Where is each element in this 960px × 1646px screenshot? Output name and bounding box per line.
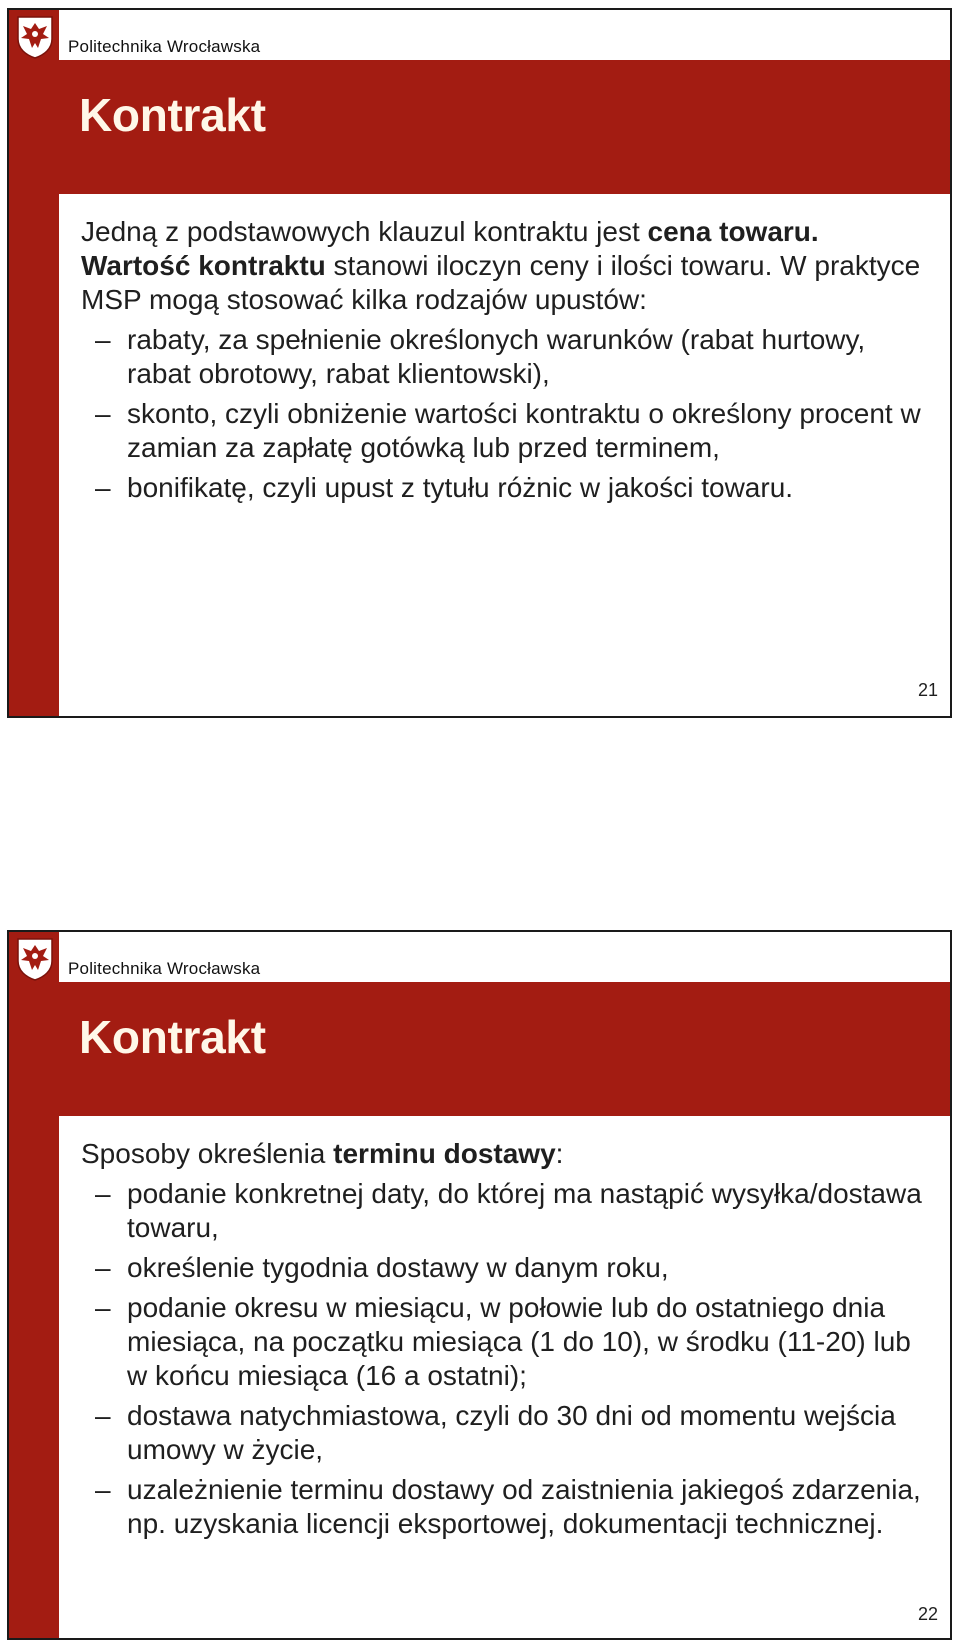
list-item — [81, 397, 930, 465]
dash-bullet-icon: – — [95, 398, 111, 429]
slide-2 — [7, 930, 952, 1640]
list-item — [81, 471, 930, 505]
list-item-text: skonto, czyli obniżenie wartości kontraktu o określony procent w zamian za zapłatę gotówką lub przed terminem, — [127, 398, 921, 463]
logo — [9, 932, 59, 984]
dash-bullet-icon: – — [95, 1400, 111, 1431]
list-item-text: bonifikatę, czyli upust z tytułu różnic w jakości towaru. — [127, 472, 794, 503]
list-item — [81, 1473, 930, 1541]
slide-title: Kontrakt — [79, 1011, 266, 1063]
list-item-text: podanie okresu w miesiącu, w połowie lub do ostatniego dnia miesiąca, na początku miesiąca (1 do 10), w środku (11-20) lub w końcu miesiąca (16 a ostatni); — [127, 1292, 911, 1391]
side-bar — [9, 932, 59, 1638]
intro-text-run: Sposoby określenia — [81, 1138, 334, 1169]
page-number: 22 — [917, 1604, 938, 1624]
bullet-list — [81, 1177, 930, 1541]
slide-1 — [7, 8, 952, 718]
eagle-crest-logo-icon — [16, 15, 54, 59]
side-bar — [9, 10, 59, 716]
dash-bullet-icon: – — [95, 324, 111, 355]
dash-bullet-icon: – — [95, 1178, 111, 1209]
intro-text-run: cena towaru. — [647, 216, 819, 247]
university-name: Politechnika Wrocławska — [68, 37, 261, 56]
list-item-text: uzależnienie terminu dostawy od zaistnienia jakiegoś zdarzenia, np. uzyskania licencji eksportowej, dokumentacji technicznej. — [127, 1474, 921, 1539]
list-item-text: podanie konkretnej daty, do której ma nastąpić wysyłka/dostawa towaru, — [127, 1178, 922, 1243]
list-item-text: określenie tygodnia dostawy w danym roku, — [127, 1252, 669, 1283]
slide-content — [81, 215, 930, 511]
intro-text-run: Wartość kontraktu — [81, 250, 326, 281]
list-item — [81, 1291, 930, 1393]
list-item-text: rabaty, za spełnienie określonych warunków (rabat hurtowy, rabat obrotowy, rabat klientowski), — [127, 324, 866, 389]
slide-title: Kontrakt — [79, 89, 266, 141]
eagle-crest-logo-icon — [16, 937, 54, 981]
dash-bullet-icon: – — [95, 1292, 111, 1323]
intro-text-run: terminu dostawy — [333, 1138, 556, 1169]
slide-content — [81, 1137, 930, 1547]
list-item — [81, 323, 930, 391]
logo — [9, 10, 59, 62]
intro-text-run: : — [555, 1138, 564, 1169]
list-item-text: dostawa natychmiastowa, czyli do 30 dni od momentu wejścia umowy w życie, — [127, 1400, 896, 1465]
intro-text-run: stanowi iloczyn ceny i ilości towaru. W praktyce MSP mogą stosować kilka rodzajów upustów: — [81, 250, 921, 315]
university-name: Politechnika Wrocławska — [68, 959, 261, 978]
dash-bullet-icon: – — [95, 472, 111, 503]
bullet-list — [81, 323, 930, 505]
dash-bullet-icon: – — [95, 1474, 111, 1505]
list-item — [81, 1251, 930, 1285]
list-item — [81, 1399, 930, 1467]
intro-paragraph — [81, 215, 930, 317]
list-item — [81, 1177, 930, 1245]
intro-text-run: Jedną z podstawowych klauzul kontraktu jest — [81, 216, 648, 247]
intro-paragraph — [81, 1137, 930, 1171]
page-number: 21 — [917, 680, 938, 700]
dash-bullet-icon: – — [95, 1252, 111, 1283]
